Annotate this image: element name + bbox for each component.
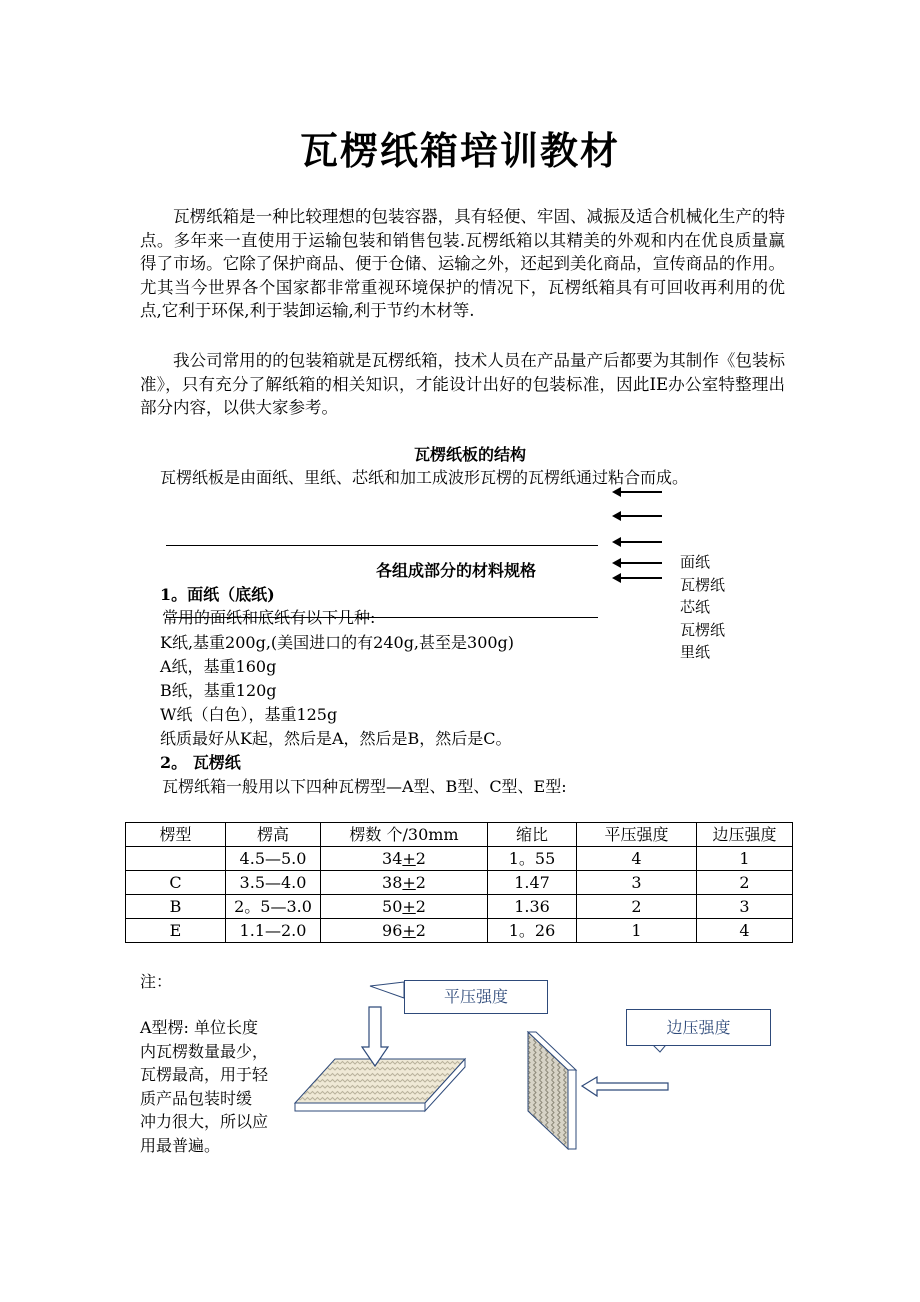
edge-pressure-callout: 边压强度 xyxy=(626,1009,771,1046)
count-value: 96 xyxy=(382,920,403,940)
count-value: 50 xyxy=(382,896,403,916)
cell-type: C xyxy=(126,871,226,895)
layer-label-liner: 里纸 xyxy=(680,643,711,661)
cell-type: B xyxy=(126,895,226,919)
cell-edge: 1 xyxy=(697,847,793,871)
table-row xyxy=(126,847,793,871)
count-tolerance: 2 xyxy=(415,896,426,916)
cell-height: 4.5—5.0 xyxy=(226,847,321,871)
cell-count xyxy=(321,919,488,943)
cell-type: E xyxy=(126,919,226,943)
note-line: A型楞: 单位长度 xyxy=(140,1018,259,1037)
cell-flat: 3 xyxy=(577,871,697,895)
structure-heading: 瓦楞纸板的结构 xyxy=(413,445,526,464)
paper-a: A纸，基重160g xyxy=(160,657,277,676)
layer-label-flute-2: 瓦楞纸 xyxy=(680,620,726,639)
paper-w: W纸（白色），基重125g xyxy=(160,705,338,724)
flat-callout-pointer xyxy=(370,982,404,998)
count-plusminus: + xyxy=(402,920,416,940)
flat-pressure-arrow xyxy=(362,1007,388,1066)
cell-count xyxy=(321,871,488,895)
layer-label-face: 面纸 xyxy=(680,553,711,571)
header-cell: 边压强度 xyxy=(697,823,793,847)
cell-ratio: 1。55 xyxy=(488,847,577,871)
flute-spec-table xyxy=(125,822,793,943)
materials-heading: 各组成部分的材料规格 xyxy=(376,561,537,580)
header-cell: 平压强度 xyxy=(577,823,697,847)
intro-paragraph-1 xyxy=(140,205,785,323)
flat-pressure-callout: 平压强度 xyxy=(404,980,548,1014)
cell-edge: 2 xyxy=(697,871,793,895)
cell-count xyxy=(321,847,488,871)
section-1-intro: 常用的面纸和底纸有以下几种: xyxy=(162,608,376,627)
flat-board-shape xyxy=(295,1059,465,1111)
layer-arrow-3 xyxy=(620,541,662,543)
note-line: 冲力很大，所以应 xyxy=(140,1112,269,1131)
section-1-title: 1。面纸（底纸) xyxy=(160,585,275,604)
paper-k: K纸,基重200g,(美国进口的有240g,甚至是300g) xyxy=(160,633,515,652)
cell-flat: 4 xyxy=(577,847,697,871)
intro-text-1: 瓦楞纸箱是一种比较理想的包装容器，具有轻便、牢固、减振及适合机械化生产的特点。多年来一直使用于运输包装和销售包装.瓦楞纸箱以其精美的外观和内在优良质量赢得了市场。它除了保护商品、便于仓储、运输之外，还起到美化商品，宣传商品的作用。尤其当今世界各个国家都非常重视环境保护的情况下，瓦楞纸箱具有可回收再利用的优点,它利于环保,利于装卸运输,利于节约木材等. xyxy=(140,207,785,320)
count-tolerance: 2 xyxy=(415,920,426,940)
header-cell: 楞高 xyxy=(226,823,321,847)
header-cell: 楞数 个/30mm xyxy=(321,823,488,847)
layer-arrow-1 xyxy=(620,491,662,493)
table-header-row xyxy=(126,823,793,847)
count-tolerance: 2 xyxy=(415,848,426,868)
layer-label-core: 芯纸 xyxy=(680,598,711,616)
layer-arrow-5 xyxy=(620,577,662,579)
cell-edge: 3 xyxy=(697,895,793,919)
cell-height: 3.5—4.0 xyxy=(226,871,321,895)
count-value: 34 xyxy=(382,848,403,868)
cell-flat: 2 xyxy=(577,895,697,919)
edge-board-shape xyxy=(528,1032,576,1149)
intro-paragraph-2 xyxy=(140,349,785,420)
paper-quality-note: 纸质最好从K起，然后是A，然后是B，然后是C。 xyxy=(160,729,512,748)
cell-ratio: 1。26 xyxy=(488,919,577,943)
note-line: 质产品包装时缓 xyxy=(140,1088,253,1108)
board-line-top xyxy=(166,545,598,546)
layer-arrow-2 xyxy=(620,515,662,517)
header-cell: 缩比 xyxy=(488,823,577,847)
cell-edge: 4 xyxy=(697,919,793,943)
edge-pressure-arrow xyxy=(582,1077,668,1096)
count-plusminus: + xyxy=(402,896,416,916)
table-row xyxy=(126,919,793,943)
table-row xyxy=(126,871,793,895)
layer-arrow-4 xyxy=(620,562,662,564)
count-tolerance: 2 xyxy=(415,872,426,892)
cell-flat: 1 xyxy=(577,919,697,943)
cell-height: 1.1—2.0 xyxy=(226,919,321,943)
paper-b: B纸，基重120g xyxy=(160,681,277,700)
layer-labels xyxy=(680,551,725,664)
cell-type xyxy=(126,847,226,871)
cell-count xyxy=(321,895,488,919)
note-line: 用最普遍。 xyxy=(140,1135,221,1155)
note-line: 内瓦楞数量最少， xyxy=(140,1041,269,1061)
section-2-title: 2。 瓦楞纸 xyxy=(160,753,241,772)
table-row xyxy=(126,895,793,919)
note-line: 瓦楞最高，用于轻 xyxy=(140,1065,269,1084)
structure-description: 瓦楞纸板是由面纸、里纸、芯纸和加工成波形瓦楞的瓦楞纸通过粘合而成。 xyxy=(160,468,689,487)
count-value: 38 xyxy=(382,872,403,892)
count-plusminus: + xyxy=(402,848,416,868)
document-title: 瓦楞纸箱培训教材 xyxy=(299,128,620,173)
section-2-intro: 瓦楞纸箱一般用以下四种瓦楞型—A型、B型、C型、E型: xyxy=(162,777,567,796)
count-plusminus: + xyxy=(402,872,416,892)
layer-label-flute-1: 瓦楞纸 xyxy=(680,575,726,594)
cell-ratio: 1.47 xyxy=(488,871,577,895)
note-label: 注： xyxy=(140,972,173,991)
cell-ratio: 1.36 xyxy=(488,895,577,919)
cell-height: 2。5—3.0 xyxy=(226,895,321,919)
intro-text-2: 我公司常用的的包装箱就是瓦楞纸箱，技术人员在产品量产后都要为其制作《包装标准》，只有充分了解纸箱的相关知识，才能设计出好的包装标准，因此IE办公室特整理出部分内容，以供大家参考。 xyxy=(140,351,785,417)
note-body xyxy=(140,1016,268,1157)
header-cell: 楞型 xyxy=(126,823,226,847)
